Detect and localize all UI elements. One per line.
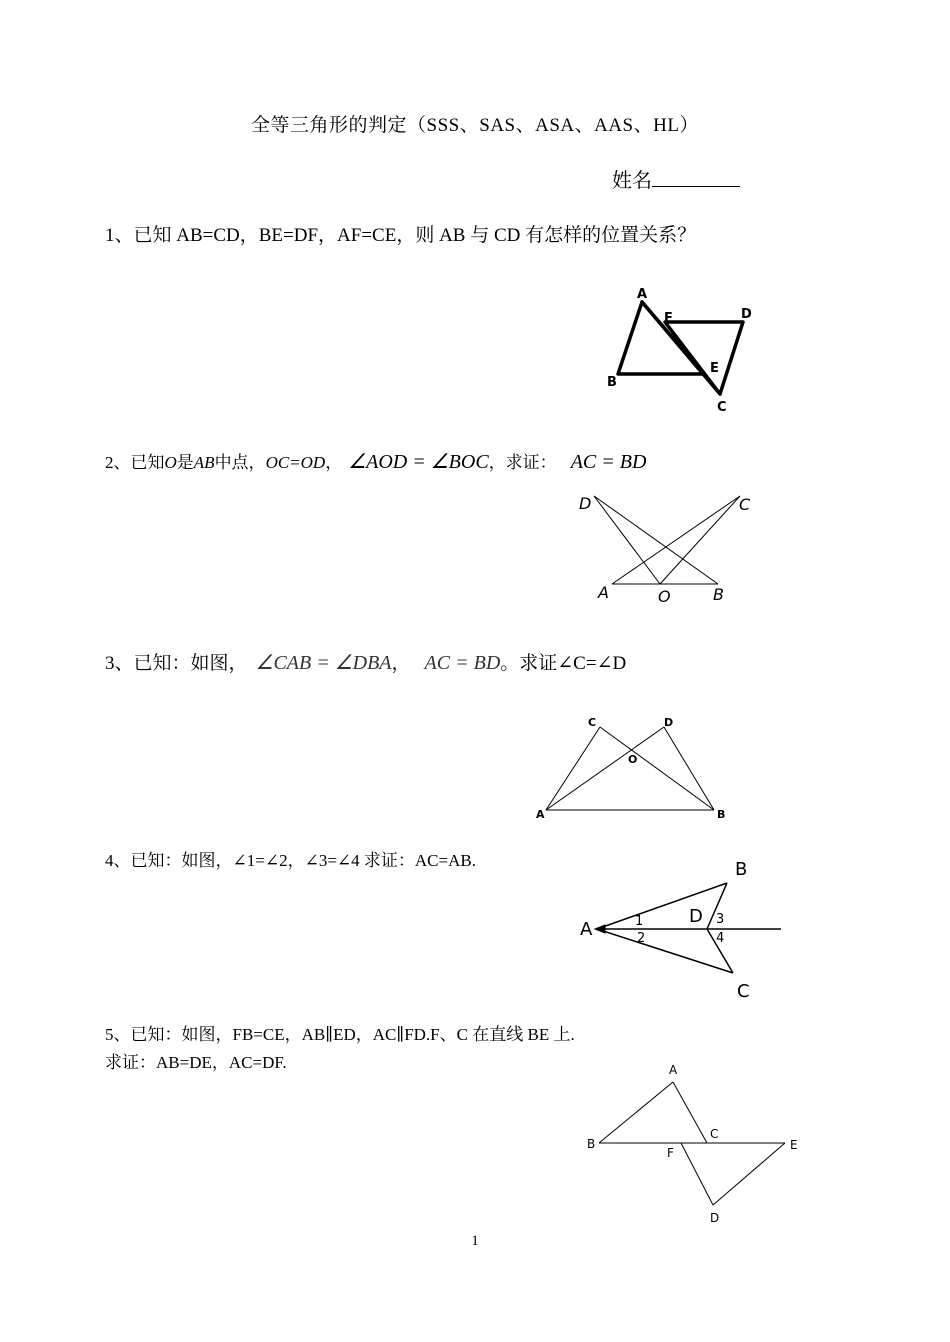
q2-ab: AB bbox=[193, 453, 215, 472]
q2-label-o: O bbox=[658, 587, 671, 606]
q2-conclusion: AC = BD bbox=[570, 451, 647, 473]
q3-label-d: D bbox=[664, 716, 674, 729]
q3-label-b: B bbox=[717, 808, 726, 821]
question-1-text: 1、已知 AB=CD，BE=DF，AF=CE，则 AB 与 CD 有怎样的位置关系？ bbox=[105, 225, 697, 246]
q2-angle-eq: ∠AOD = ∠BOC bbox=[348, 451, 489, 473]
question-5-text-line2: 求证：AB=DE，AC=DF. bbox=[105, 1053, 287, 1072]
q2-label-a: A bbox=[598, 583, 609, 602]
question-5-text-line1: 5、已知：如图，FB=CE，AB∥ED，AC∥FD.F、C 在直线 BE 上. bbox=[105, 1025, 575, 1044]
q2-comma: ， bbox=[325, 453, 343, 472]
q4-label-d: D bbox=[689, 906, 703, 927]
q1-label-c: C bbox=[717, 400, 727, 415]
q3-label-a: A bbox=[536, 808, 545, 821]
q2-prove: ，求证： bbox=[488, 453, 557, 472]
q5-label-d: D bbox=[710, 1211, 720, 1225]
page-number: 1 bbox=[471, 1233, 479, 1249]
q3-comma: ， bbox=[391, 653, 411, 674]
page-title: 全等三角形的判定（SSS、SAS、ASA、AAS、HL） bbox=[251, 115, 699, 136]
q2-mid: 中点， bbox=[214, 453, 266, 472]
question-1-figure bbox=[600, 282, 770, 417]
q2-ocod: OC=OD bbox=[265, 453, 326, 472]
q2-o: O bbox=[164, 453, 177, 472]
name-label: 姓名 bbox=[612, 170, 652, 192]
q4-label-4: 4 bbox=[716, 931, 725, 946]
q2-label-d: D bbox=[579, 494, 592, 513]
q2-prefix: 2、已知 bbox=[105, 453, 165, 472]
q4-label-3: 3 bbox=[716, 912, 725, 927]
question-3-text bbox=[105, 648, 626, 675]
q3-label-c: C bbox=[588, 716, 597, 729]
q3-prefix: 3、已知：如图， bbox=[105, 653, 248, 674]
q3-prove: 。求证∠C=∠D bbox=[500, 653, 627, 674]
q3-angle-eq: ∠CAB = ∠DBA bbox=[255, 652, 392, 674]
name-blank[interactable] bbox=[652, 168, 740, 187]
question-5-figure bbox=[583, 1060, 813, 1230]
q5-label-a: A bbox=[669, 1063, 678, 1077]
question-2-figure bbox=[570, 488, 760, 608]
q1-label-e: E bbox=[710, 361, 719, 376]
q1-label-f: F bbox=[664, 311, 673, 326]
question-2-text bbox=[105, 448, 646, 474]
q4-label-a: A bbox=[580, 919, 593, 940]
q5-label-e: E bbox=[790, 1138, 798, 1152]
question-4-figure bbox=[575, 855, 795, 1000]
q4-label-1: 1 bbox=[635, 914, 644, 929]
question-4-text: 4、已知：如图，∠1=∠2，∠3=∠4 求证：AC=AB. bbox=[105, 851, 476, 870]
q4-label-c: C bbox=[737, 981, 750, 1002]
q2-is: 是 bbox=[176, 453, 194, 472]
q3-seg-eq: AC = BD bbox=[424, 652, 501, 674]
q1-label-b: B bbox=[607, 375, 617, 390]
q4-label-2: 2 bbox=[637, 931, 646, 946]
q1-label-a: A bbox=[637, 287, 648, 302]
question-3-figure bbox=[532, 712, 732, 827]
q3-label-o: O bbox=[628, 753, 638, 766]
q5-label-b: B bbox=[587, 1137, 596, 1151]
q5-label-c: C bbox=[710, 1127, 719, 1141]
q4-label-b: B bbox=[735, 859, 748, 880]
q2-label-b: B bbox=[713, 585, 724, 604]
q5-label-f: F bbox=[667, 1146, 674, 1160]
name-field bbox=[612, 164, 740, 193]
q1-label-d: D bbox=[741, 307, 752, 322]
q2-label-c: C bbox=[739, 495, 751, 514]
